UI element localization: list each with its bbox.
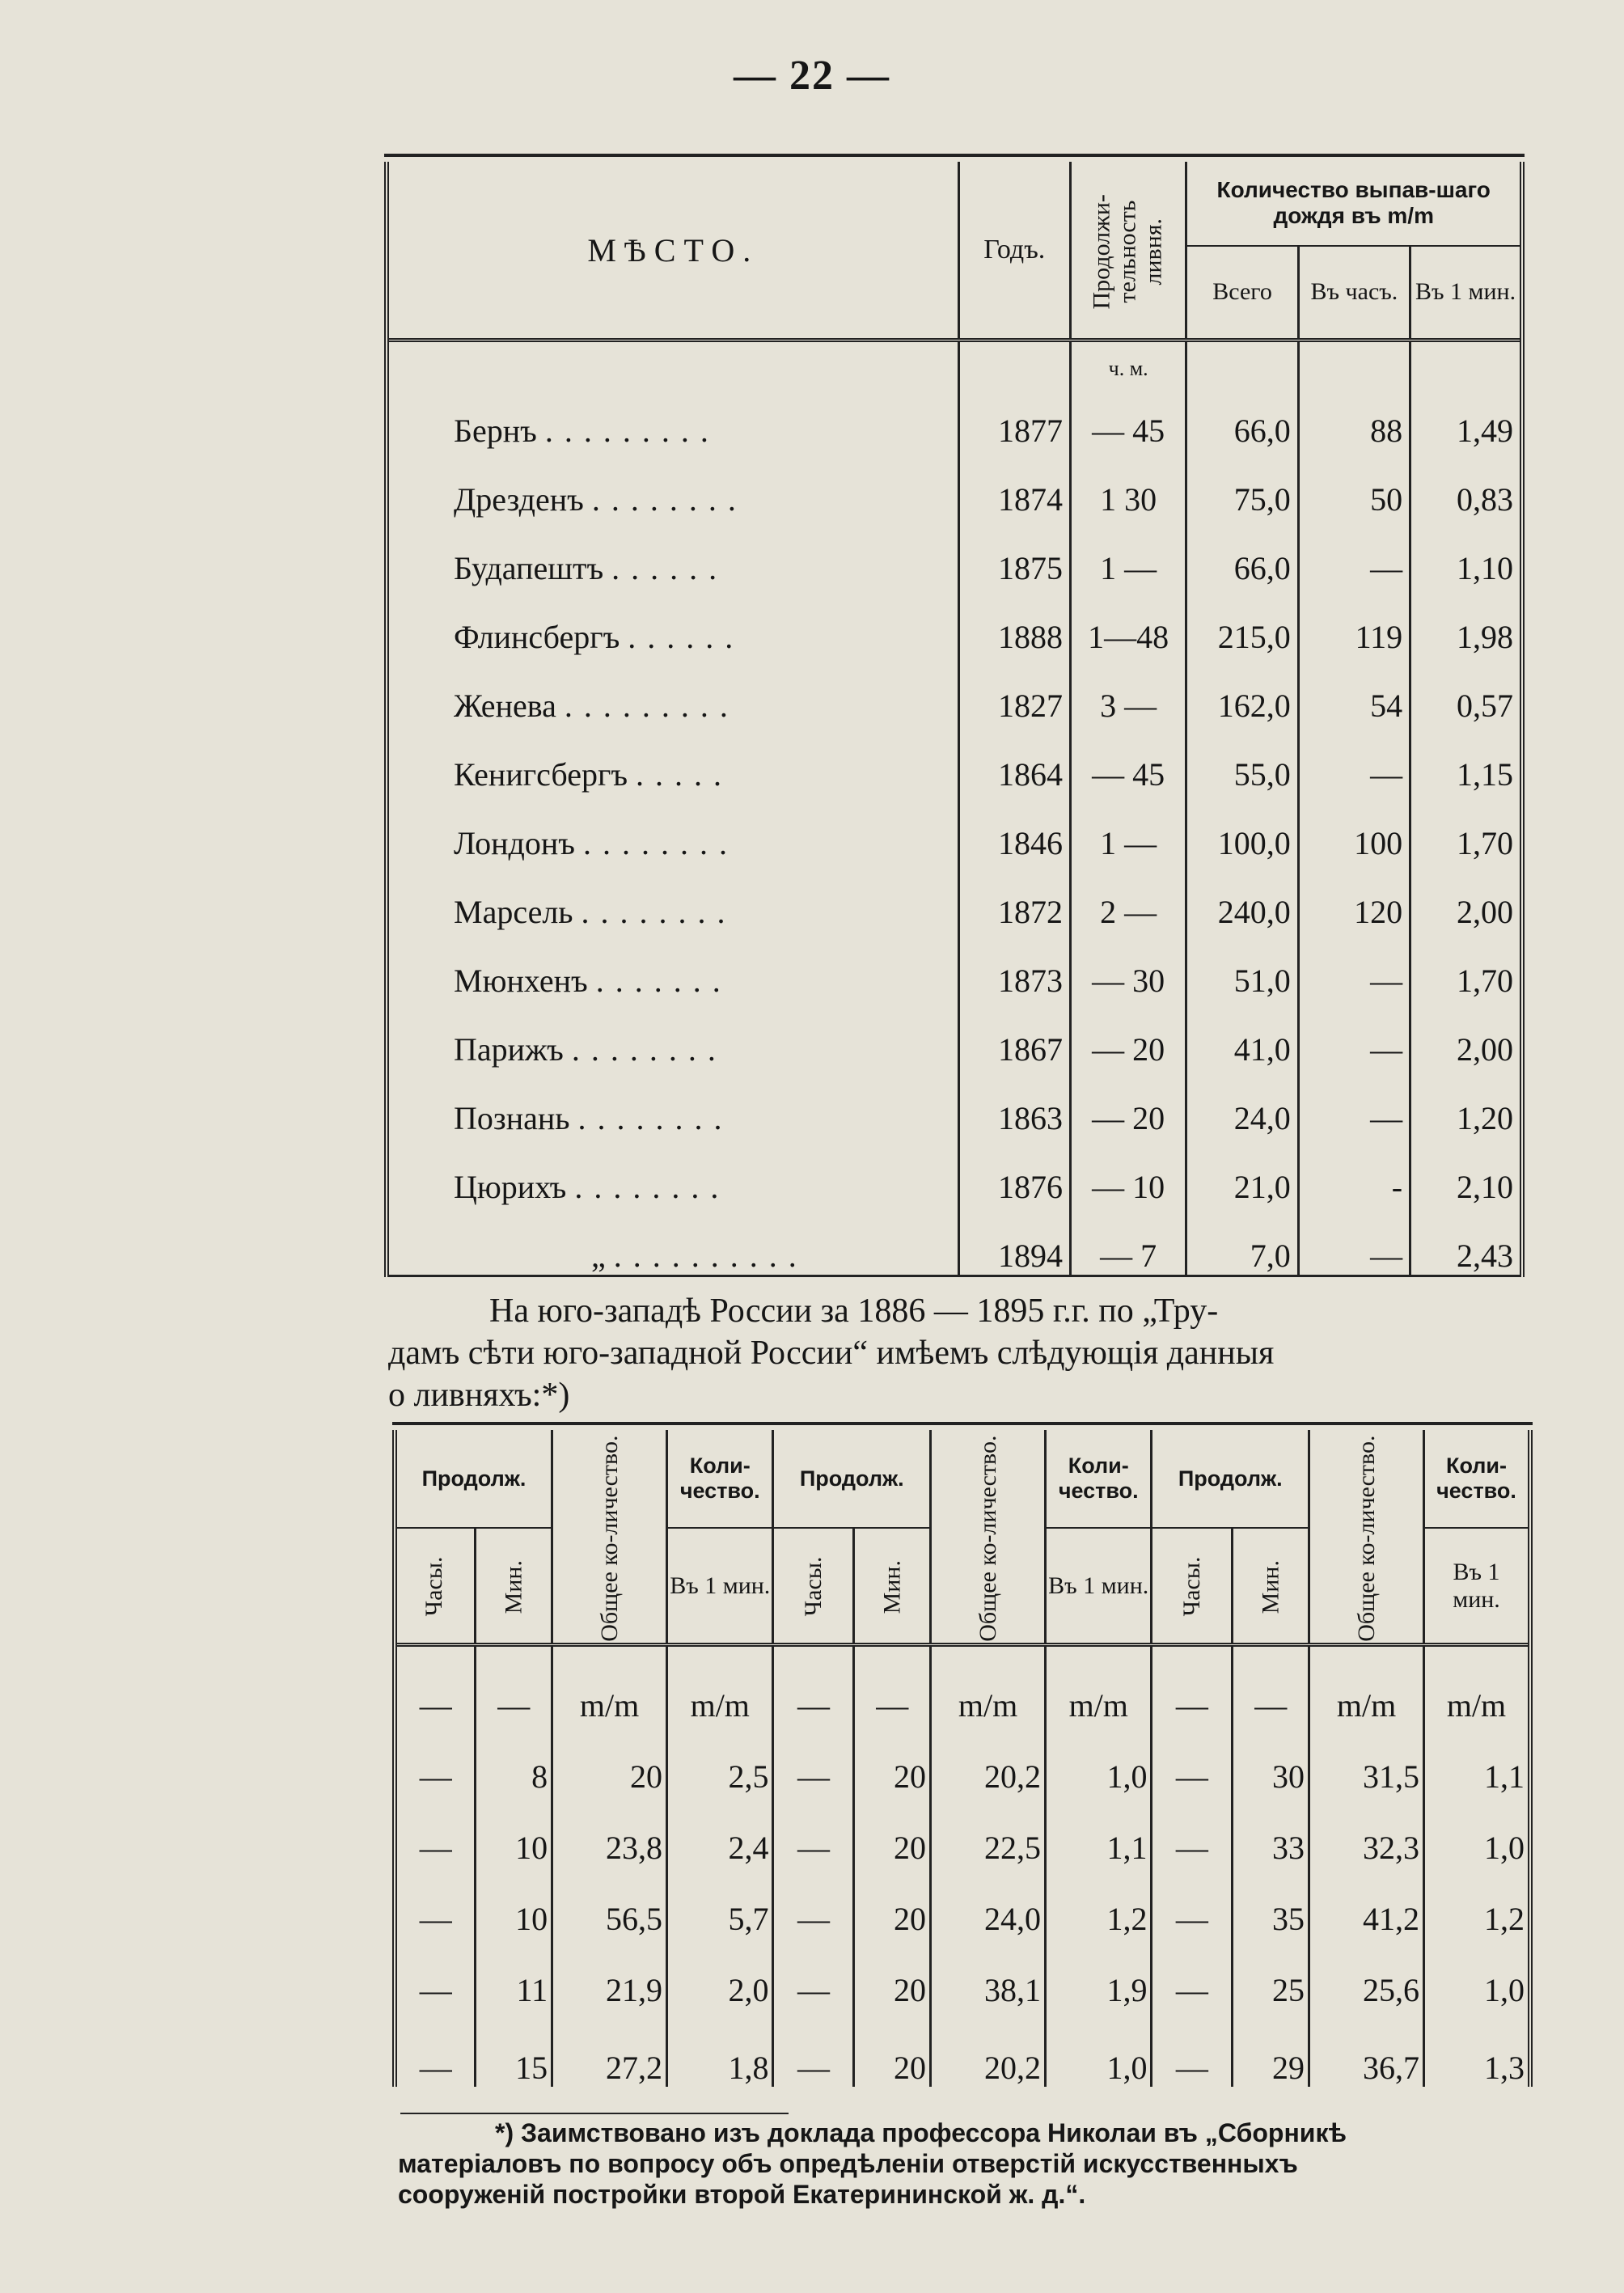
table-row: Лондонъ ........ 1846 1 — 100,0 100 1,70 [387,793,1522,862]
header-minutes: Мин. [476,1528,552,1644]
header-rain-amount: Количество выпав-шаго дождя въ m/m [1186,162,1522,246]
header-year: Годъ. [958,162,1070,341]
header-prodolzh: Продолж. [1152,1430,1309,1528]
header-per-hour: Въ часъ. [1298,246,1410,341]
table-row: Флинсбергъ ...... 1888 1—48 215,0 119 1,98 [387,587,1522,656]
table-row: — 10 56,5 5,7 — 20 24,0 1,2 — 35 41,2 1,2 [395,1867,1530,1938]
table-row: Кенигсбергъ ..... 1864 — 45 55,0 — 1,15 [387,725,1522,793]
footnote-rule [400,2113,789,2114]
table-row: — 8 20 2,5 — 20 20,2 1,0 — 30 31,5 1,1 [395,1724,1530,1796]
header-per-min: Въ 1 мин. [1046,1528,1152,1644]
unit-duration: ч. м. [1070,350,1186,381]
header-kolichestvo: Коли-чество. [1046,1430,1152,1528]
header-per-min: Въ 1 мин. [667,1528,773,1644]
table-row: Бернъ ......... 1877 — 45 66,0 88 1,49 [387,381,1522,450]
header-total-qty: Общее ко-личество. [931,1430,1046,1645]
table-row: „ .......... 1894 — 7 7,0 — 2,43 [387,1206,1522,1276]
footnote-line: *) Заимствовано изъ доклада профессора Николаи въ „Сборникѣ [495,2118,1347,2147]
rainfall-table-southwest [392,1422,1533,2087]
table-row: Познань ........ 1863 — 20 24,0 — 1,20 [387,1068,1522,1137]
table-row: Парижъ ........ 1867 — 20 41,0 — 2,00 [387,1000,1522,1068]
table-row: Дрезденъ ........ 1874 1 30 75,0 50 0,83 [387,450,1522,518]
table-row: — 15 27,2 1,8 — 20 20,2 1,0 — 29 36,7 1,3 [395,2009,1530,2087]
header-kolichestvo: Коли-чество. [1424,1430,1531,1528]
header-total-qty: Общее ко-личество. [552,1430,667,1645]
header-place: МѢСТО. [387,162,958,341]
header-kolichestvo: Коли-чество. [667,1430,773,1528]
table-row: Будапештъ ...... 1875 1 — 66,0 — 1,10 [387,518,1522,587]
footnote [398,2117,1587,2210]
table-row: Мюнхенъ ....... 1873 — 30 51,0 — 1,70 [387,931,1522,1000]
table-row: Цюрихъ ........ 1876 — 10 21,0 - 2,10 [387,1137,1522,1206]
header-hours: Часы. [773,1528,854,1644]
header-per-min: Въ 1 мин. [1410,246,1522,341]
paragraph-line: На юго-западѣ России за 1886 — 1895 г.г. по „Тру- [489,1292,1219,1330]
header-prodolzh: Продолж. [773,1430,931,1528]
page-number: — 22 — [734,53,890,99]
table-row: Марсель ........ 1872 2 — 240,0 120 2,00 [387,862,1522,931]
footnote-line: сооруженій постройки второй Екатерининской ж. д.“. [398,2180,1086,2209]
header-minutes: Мин. [854,1528,931,1644]
header-minutes: Мин. [1233,1528,1309,1644]
header-total: Всего [1186,246,1298,341]
header-total-qty: Общее ко-личество. [1309,1430,1424,1645]
paragraph-line: дамъ сѣти юго-западной России“ имѣемъ слѣдующія данныя [388,1335,1275,1372]
table-row: — 11 21,9 2,0 — 20 38,1 1,9 — 25 25,6 1,0 [395,1938,1530,2009]
table-row: — 10 23,8 2,4 — 20 22,5 1,1 — 33 32,3 1,0 [395,1796,1530,1867]
paragraph-line: о ливняхъ:*) [388,1377,570,1414]
footnote-line: матеріаловъ по вопросу объ опредѣленіи отверстій искусственныхъ [398,2149,1298,2178]
units-row: — — m/m m/m — — m/m m/m — — m/m m/m [395,1653,1530,1724]
header-hours: Часы. [1152,1528,1233,1644]
header-per-min: Въ 1 мин. [1424,1528,1531,1644]
header-prodolzh: Продолж. [395,1430,552,1528]
table-row: Женева ......... 1827 3 — 162,0 54 0,57 [387,656,1522,725]
header-duration: Продолжи-тельность ливня. [1070,162,1186,341]
body-paragraph [388,1290,1561,1416]
rainfall-table-cities [384,154,1525,1277]
header-hours: Часы. [395,1528,476,1644]
